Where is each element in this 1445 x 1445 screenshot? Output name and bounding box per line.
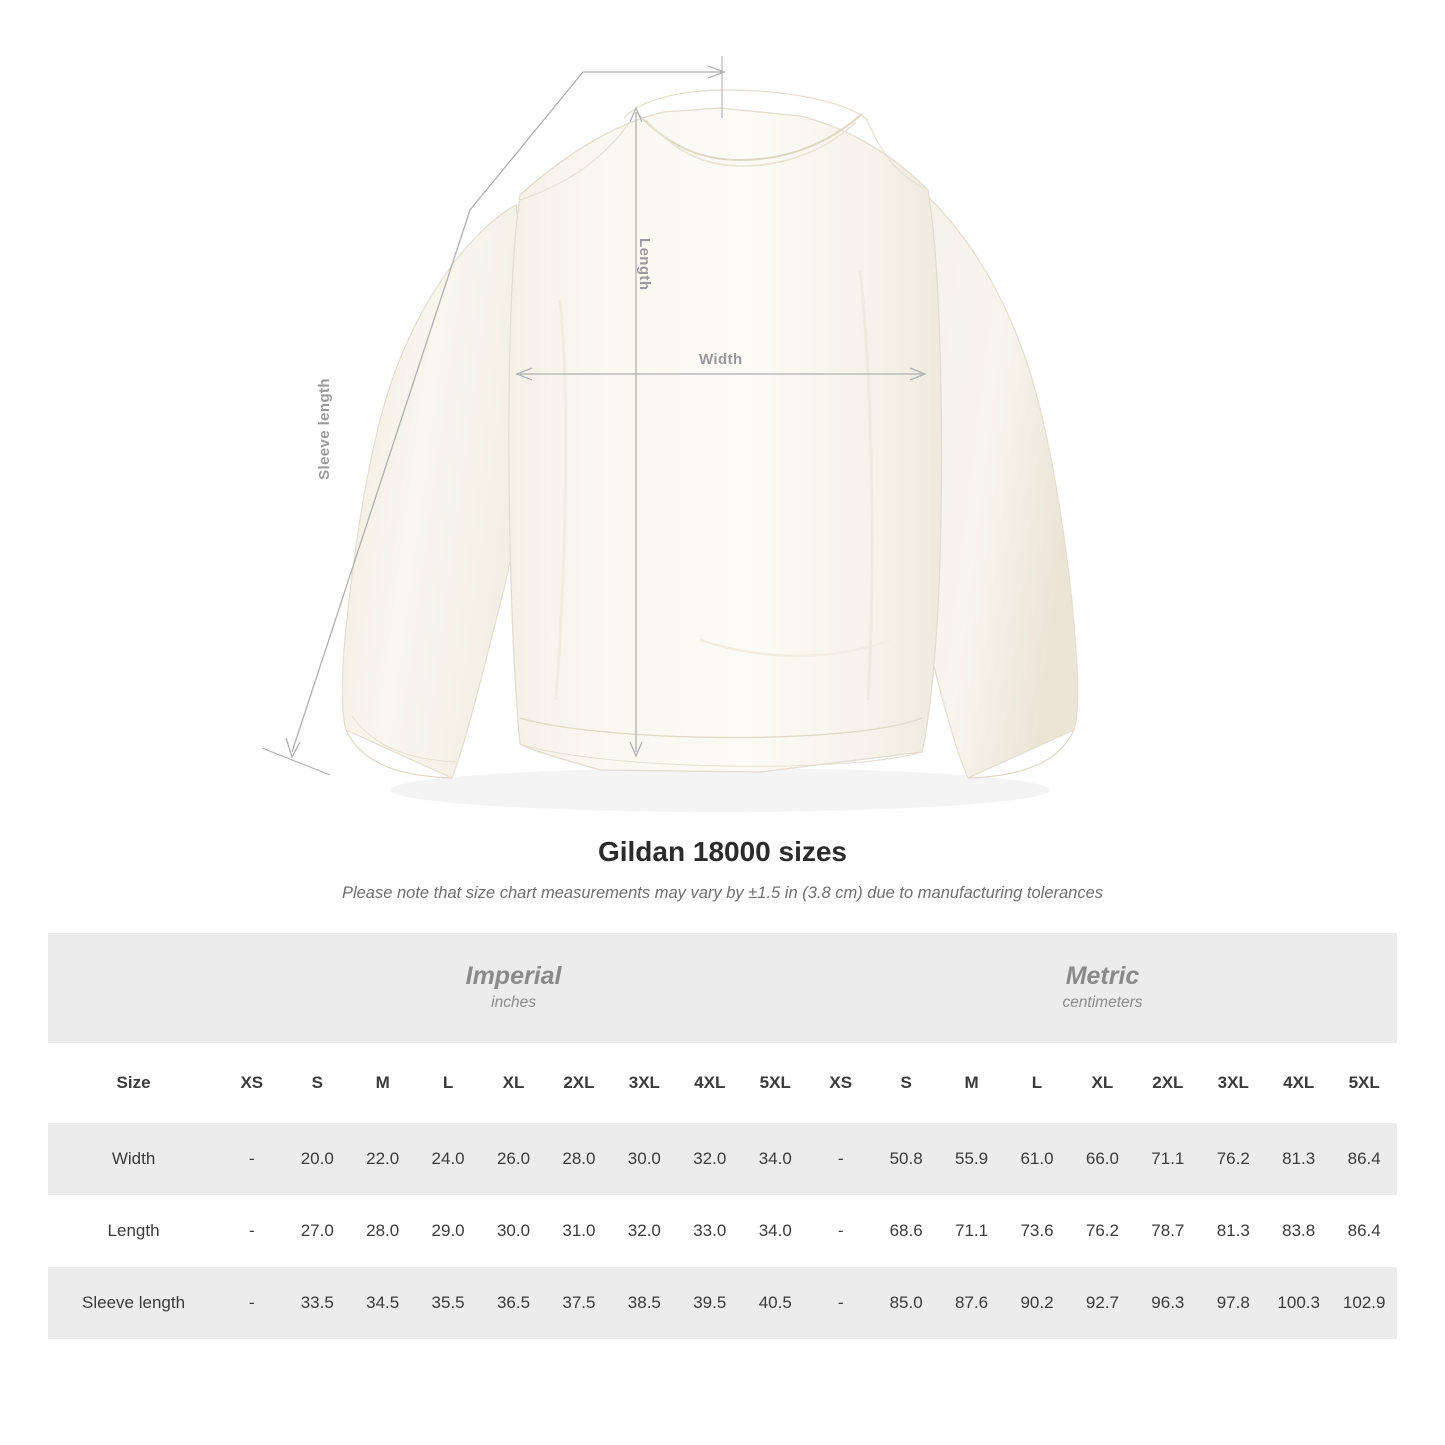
size-row-label: Size — [48, 1043, 219, 1123]
width-metric-m: 55.9 — [939, 1123, 1004, 1195]
size-table — [48, 933, 1397, 1339]
col-metric-2xl: 2XL — [1135, 1043, 1200, 1123]
col-metric-s: S — [873, 1043, 938, 1123]
sleeve-metric-xs: - — [808, 1267, 873, 1339]
length-imperial-5xl: 34.0 — [742, 1195, 808, 1267]
col-imperial-3xl: 3XL — [612, 1043, 677, 1123]
sleeve-metric-5xl: 102.9 — [1331, 1267, 1397, 1339]
col-metric-4xl: 4XL — [1266, 1043, 1331, 1123]
sleeve-imperial-2xl: 37.5 — [546, 1267, 611, 1339]
left-sleeve — [342, 205, 532, 778]
imperial-header — [219, 933, 808, 1043]
width-metric-xl: 66.0 — [1070, 1123, 1135, 1195]
width-imperial-l: 24.0 — [415, 1123, 480, 1195]
width-imperial-3xl: 30.0 — [612, 1123, 677, 1195]
length-metric-xs: - — [808, 1195, 873, 1267]
sleeve-imperial-s: 33.5 — [285, 1267, 350, 1339]
sleeve-imperial-xl: 36.5 — [481, 1267, 546, 1339]
col-metric-3xl: 3XL — [1201, 1043, 1266, 1123]
width-metric-2xl: 71.1 — [1135, 1123, 1200, 1195]
col-metric-m: M — [939, 1043, 1004, 1123]
row-label-sleeve-length: Sleeve length — [48, 1267, 219, 1339]
sleeve-metric-4xl: 100.3 — [1266, 1267, 1331, 1339]
length-metric-2xl: 78.7 — [1135, 1195, 1200, 1267]
sleeve-imperial-xs: - — [219, 1267, 284, 1339]
sleeve-imperial-5xl: 40.5 — [742, 1267, 808, 1339]
row-label-width: Width — [48, 1123, 219, 1195]
sleeve-imperial-4xl: 39.5 — [677, 1267, 742, 1339]
col-imperial-2xl: 2XL — [546, 1043, 611, 1123]
metric-name: Metric — [1065, 962, 1140, 990]
sleeve-metric-3xl: 97.8 — [1201, 1267, 1266, 1339]
sweatshirt-body — [509, 108, 942, 772]
width-imperial-xl: 26.0 — [481, 1123, 546, 1195]
width-metric-5xl: 86.4 — [1331, 1123, 1397, 1195]
col-metric-xs: XS — [808, 1043, 873, 1123]
length-metric-4xl: 83.8 — [1266, 1195, 1331, 1267]
sleeve-metric-m: 87.6 — [939, 1267, 1004, 1339]
size-header-row — [48, 1043, 1397, 1123]
length-metric-l: 73.6 — [1004, 1195, 1069, 1267]
length-metric-5xl: 86.4 — [1331, 1195, 1397, 1267]
sleeve-metric-xl: 92.7 — [1070, 1267, 1135, 1339]
length-imperial-3xl: 32.0 — [612, 1195, 677, 1267]
length-metric-s: 68.6 — [873, 1195, 938, 1267]
sleeve-metric-l: 90.2 — [1004, 1267, 1069, 1339]
width-imperial-5xl: 34.0 — [742, 1123, 808, 1195]
length-imperial-m: 28.0 — [350, 1195, 415, 1267]
length-metric-xl: 76.2 — [1070, 1195, 1135, 1267]
table-row — [48, 1267, 1397, 1339]
width-imperial-4xl: 32.0 — [677, 1123, 742, 1195]
col-imperial-xl: XL — [481, 1043, 546, 1123]
imperial-sub: inches — [491, 993, 536, 1011]
metric-sub: centimeters — [1062, 993, 1143, 1011]
size-table-wrapper — [48, 933, 1397, 1339]
col-imperial-4xl: 4XL — [677, 1043, 742, 1123]
metric-header — [808, 933, 1397, 1043]
width-metric-l: 61.0 — [1004, 1123, 1069, 1195]
length-imperial-4xl: 33.0 — [677, 1195, 742, 1267]
table-row — [48, 1195, 1397, 1267]
width-label: Width — [699, 351, 743, 368]
title-block — [0, 836, 1445, 903]
sleeve-length-label: Sleeve length — [316, 378, 333, 480]
width-metric-3xl: 76.2 — [1201, 1123, 1266, 1195]
tolerance-note: Please note that size chart measurements may vary by ±1.5 in (3.8 cm) due to manufacturing tolerances — [341, 884, 1104, 902]
length-imperial-xs: - — [219, 1195, 284, 1267]
sleeve-metric-2xl: 96.3 — [1135, 1267, 1200, 1339]
width-imperial-xs: - — [219, 1123, 284, 1195]
imperial-name: Imperial — [465, 962, 562, 990]
sleeve-imperial-l: 35.5 — [415, 1267, 480, 1339]
col-metric-l: L — [1004, 1043, 1069, 1123]
length-imperial-l: 29.0 — [415, 1195, 480, 1267]
row-label-length: Length — [48, 1195, 219, 1267]
length-metric-3xl: 81.3 — [1201, 1195, 1266, 1267]
col-imperial-xs: XS — [219, 1043, 284, 1123]
length-label: Length — [636, 238, 653, 291]
sleeve-imperial-m: 34.5 — [350, 1267, 415, 1339]
width-imperial-m: 22.0 — [350, 1123, 415, 1195]
length-imperial-s: 27.0 — [285, 1195, 350, 1267]
length-imperial-2xl: 31.0 — [546, 1195, 611, 1267]
width-imperial-2xl: 28.0 — [546, 1123, 611, 1195]
col-imperial-l: L — [415, 1043, 480, 1123]
sleeve-imperial-3xl: 38.5 — [612, 1267, 677, 1339]
table-row — [48, 1123, 1397, 1195]
col-metric-xl: XL — [1070, 1043, 1135, 1123]
col-imperial-m: M — [350, 1043, 415, 1123]
sleeve-metric-s: 85.0 — [873, 1267, 938, 1339]
length-imperial-xl: 30.0 — [481, 1195, 546, 1267]
unit-header-spacer — [48, 933, 219, 1043]
col-imperial-5xl: 5XL — [742, 1043, 808, 1123]
page-title: Gildan 18000 sizes — [597, 836, 848, 867]
width-metric-xs: - — [808, 1123, 873, 1195]
col-metric-5xl: 5XL — [1331, 1043, 1397, 1123]
length-metric-m: 71.1 — [939, 1195, 1004, 1267]
width-imperial-s: 20.0 — [285, 1123, 350, 1195]
width-metric-4xl: 81.3 — [1266, 1123, 1331, 1195]
width-metric-s: 50.8 — [873, 1123, 938, 1195]
unit-header-row — [48, 933, 1397, 1043]
col-imperial-s: S — [285, 1043, 350, 1123]
